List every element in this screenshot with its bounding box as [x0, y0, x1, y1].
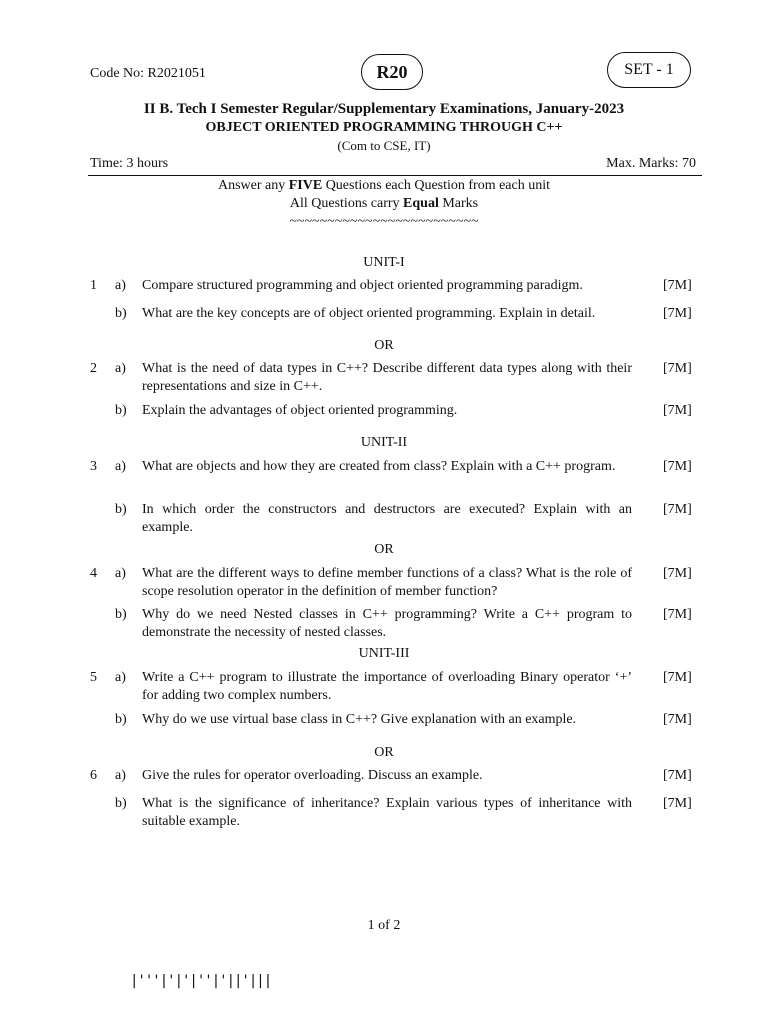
question-marks: [7M]	[663, 306, 692, 321]
separator-line: ~~~~~~~~~~~~~~~~~~~~~~~~~	[289, 214, 479, 229]
set-badge: SET - 1	[607, 52, 691, 88]
question-text: What are the different ways to define member functions of a class? What is the role of scope resolution operator in the definition of member function?	[142, 566, 632, 599]
max-marks: Max. Marks: 70	[606, 156, 696, 171]
question-marks: [7M]	[663, 712, 692, 727]
regulation-badge: R20	[361, 54, 423, 90]
question-number: 4	[90, 566, 97, 581]
question-text: What is the need of data types in C++? Describe different data types along with their representations and size in C++.	[142, 361, 632, 394]
question-number: 2	[90, 361, 97, 376]
question-marks: [7M]	[663, 796, 692, 811]
question-marks: [7M]	[663, 502, 692, 517]
common-to-branches: (Com to CSE, IT)	[337, 138, 431, 153]
question-marks: [7M]	[663, 459, 692, 474]
question-text: In which order the constructors and destructors are executed? Explain with an example.	[142, 502, 632, 535]
question-text: Explain the advantages of object oriented programming.	[142, 403, 458, 418]
question-part: a)	[115, 361, 126, 376]
question-text: Why do we use virtual base class in C++? Give explanation with an example.	[142, 712, 577, 727]
question-text: Compare structured programming and object oriented programming paradigm.	[142, 278, 583, 293]
question-number: 6	[90, 768, 97, 783]
question-part: a)	[115, 566, 126, 581]
question-marks: [7M]	[663, 361, 692, 376]
unit-2-heading: UNIT-II	[360, 435, 408, 450]
header-divider	[88, 175, 702, 176]
question-part: a)	[115, 768, 126, 783]
unit-3-heading: UNIT-III	[358, 646, 410, 661]
question-text: Why do we need Nested classes in C++ programming? Write a C++ program to demonstrate the necessity of nested classes.	[142, 607, 632, 640]
code-number: Code No: R2021051	[90, 66, 206, 81]
question-number: 5	[90, 670, 97, 685]
question-marks: [7M]	[663, 278, 692, 293]
time-allowed: Time: 3 hours	[90, 156, 169, 171]
question-part: b)	[115, 306, 127, 321]
exam-title: II B. Tech I Semester Regular/Supplementary Examinations, January-2023	[143, 101, 625, 117]
question-text: Write a C++ program to illustrate the importance of overloading Binary operator ‘+’ for adding two complex numbers.	[142, 670, 632, 703]
question-marks: [7M]	[663, 670, 692, 685]
barcode-mark: |'''|'|'|''|'||'|||	[130, 973, 272, 989]
question-part: a)	[115, 459, 126, 474]
question-part: b)	[115, 403, 127, 418]
question-part: b)	[115, 502, 127, 517]
question-part: b)	[115, 796, 127, 811]
question-marks: [7M]	[663, 566, 692, 581]
question-marks: [7M]	[663, 607, 692, 622]
question-text: Give the rules for operator overloading. Discuss an example.	[142, 768, 483, 783]
instruction-line-1: Answer any FIVE Questions each Question from each unit	[217, 178, 551, 193]
or-separator: OR	[374, 542, 394, 557]
question-part: b)	[115, 607, 127, 622]
question-text: What are the key concepts are of object oriented programming. Explain in detail.	[142, 306, 596, 321]
instruction-line-2: All Questions carry Equal Marks	[289, 196, 479, 211]
question-marks: [7M]	[663, 768, 692, 783]
question-text: What is the significance of inheritance? Explain various types of inheritance with suitable example.	[142, 796, 632, 829]
question-part: b)	[115, 712, 127, 727]
question-number: 1	[90, 278, 97, 293]
question-part: a)	[115, 670, 126, 685]
question-text: What are objects and how they are created from class? Explain with a C++ program.	[142, 459, 616, 474]
subject-title: OBJECT ORIENTED PROGRAMMING THROUGH C++	[205, 120, 563, 135]
unit-1-heading: UNIT-I	[363, 255, 405, 270]
or-separator: OR	[374, 338, 394, 353]
or-separator: OR	[374, 745, 394, 760]
page-number: 1 of 2	[367, 918, 401, 933]
question-number: 3	[90, 459, 97, 474]
question-marks: [7M]	[663, 403, 692, 418]
question-part: a)	[115, 278, 126, 293]
